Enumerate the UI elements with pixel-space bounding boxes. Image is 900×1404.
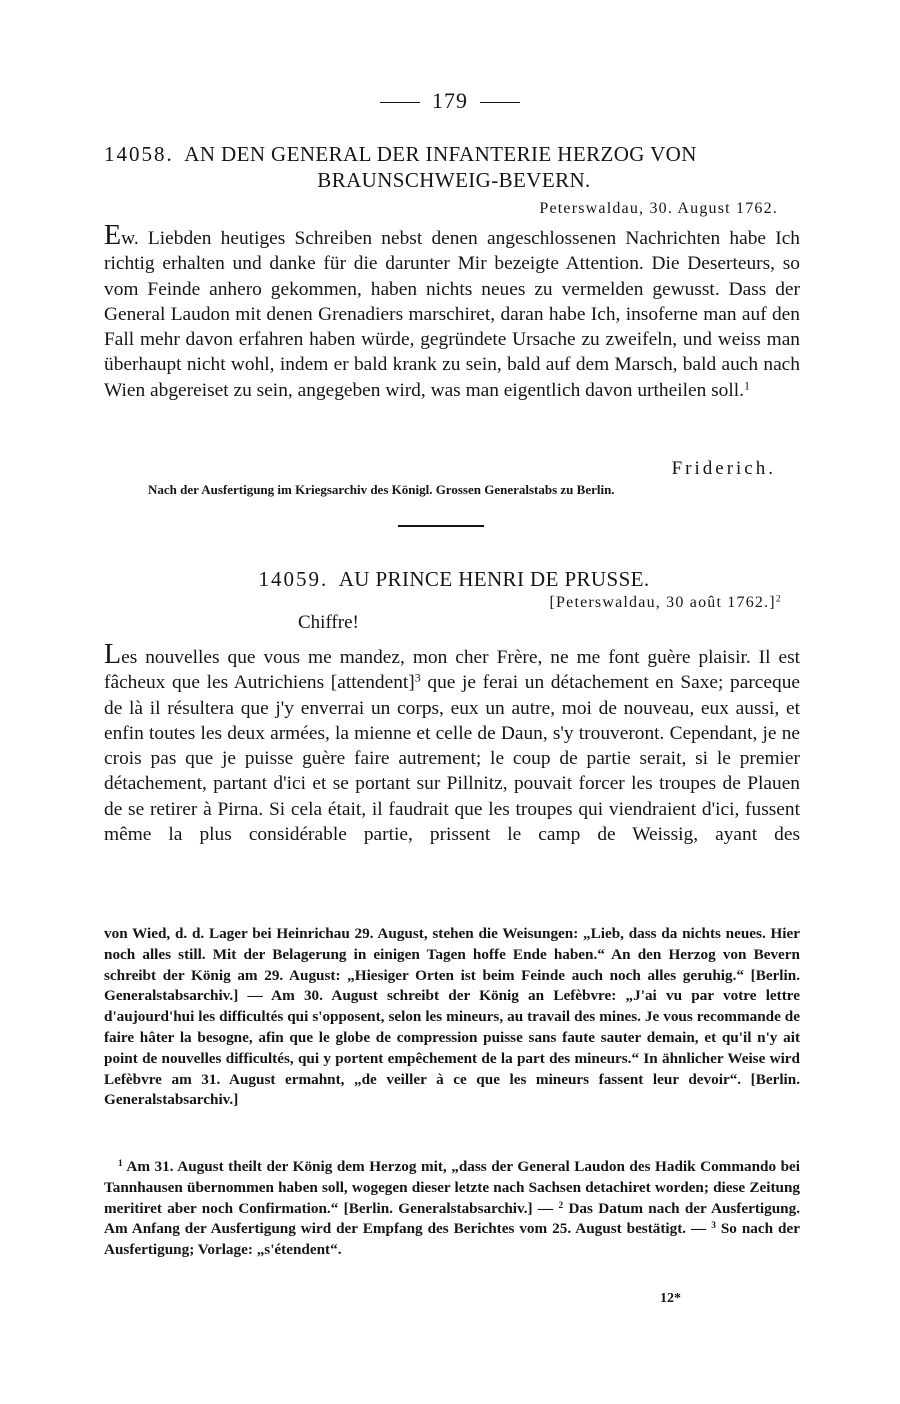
drop-cap: E — [104, 220, 122, 251]
letter-text-part-a: es nouvelles que vous me mandez, mon cher Frère, ne me font guère plaisir. Il est fâcheux que les Autrichiens [attendent] — [104, 647, 800, 694]
letter-14058-body — [104, 220, 800, 403]
page-number-dash-left — [380, 102, 420, 103]
footnote-3: So nach der Ausfertigung; Vorlage: „s'étendent“. — [104, 1220, 800, 1259]
footnotes — [104, 1157, 800, 1261]
letter-14059-heading — [104, 566, 804, 592]
letter-text: w. Liebden heutiges Schreiben nebst denen angeschlossenen Nachrichten habe Ich richtig erhalten und danke für die darunter Mir bezeigte Attention. Die Deserteurs, so vom Feinde anhero gekommen, haben nichts neues zu vermelden gewusst. Dass der General Laudon mit denen Grenadiers marschiret, daran habe Ich, insoferne man auf den Fall mehr davon erfahren haben würde, gegründete Ursache zu zweifeln, und weiss man überhaupt nicht wohl, indem er bald krank zu sein, bald auf dem Marsch, bald auch nach Wien abgereiset zu sein, angegeben wird, was man eigentlich davon urtheilen soll. — [104, 228, 800, 401]
letter-14059-place-date: [Peterswaldau, 30 août 1762.]$^2$ — [549, 593, 782, 611]
letter-number: 14059. — [258, 567, 329, 591]
cipher-note: Chiffre! — [298, 612, 359, 633]
letter-title-line2: BRAUNSCHWEIG-BEVERN. — [317, 168, 591, 192]
footnote-ref: 2 — [775, 593, 782, 605]
letter-14058-place-date: Peterswaldau, 30. August 1762. — [539, 200, 778, 217]
page-number-dash-right — [480, 102, 520, 103]
letter-text-part-b: que je ferai un détachement en Saxe; parceque de là il résultera que j'y enverrai un corps, eux un autre, moi de nouveau, eux aussi, et enfin toutes les deux armées, la mienne et celle de Daun, s'y trouveront. Cependant, je ne crois pas que je puisse guère faire autrement; le coup de partie serait, si le premier détachement, partant d'ici et se portant sur Pillnitz, pouvait forcer les troupes de Plauen de se retirer à Pirna. Si cela était, il faudrait que les troupes qui viendraient d'ici, fussent même la plus considérable partie, prissent le camp de Weissig, ayant des — [104, 672, 800, 846]
footnote-mark-3: 3 — [711, 1221, 716, 1232]
letter-number: 14058. — [104, 142, 174, 166]
letter-14058-heading — [104, 141, 804, 193]
page-number: 179 — [0, 88, 900, 114]
letter-title: AU PRINCE HENRI DE PRUSSE. — [338, 567, 650, 591]
section-divider — [398, 525, 484, 527]
footnote-1: Am 31. August theilt der König dem Herzog mit, „dass der General Laudon des Hadik Commando bei Tannhausen übernommen haben soll, wogegen dieser letzte nach Sachsen detachiret worden; diese Zeitung meritiret aber noch Confirmation.“ [Berlin. Generalstabsarchiv.] — — [104, 1158, 800, 1217]
footnote-mark-2: 2 — [558, 1200, 564, 1211]
footnote-continued: von Wied, d. d. Lager bei Heinrichau 29. August, stehen die Weisungen: „Lieb, dass da nichts neues. Hier noch alles still. Mit der Belagerung in einigen Tagen hoffe Ende haben.“ An den Herzog von Bevern schreibt der König am 29. August: „Hiesiger Orten ist beim Feinde auch noch alles geruhig.“ [Berlin. Generalstabsarchiv.] — Am 30. August schreibt der König an Lefèbvre: „J'ai vu par votre lettre d'aujourd'hui les difficultés qui s'opposent, selon les mineurs, au travail des mines. Je vous recommande de faire hâter la besogne, afin que le globe de compression puisse sans faute sauter demain, et qu'il n'y ait point de nouvelles difficultés, qui y portent empêchement de la part des mineurs.“ In ähnlicher Weise wird Lefèbvre am 31. August ermahnt, „de veiller à ce que les mineurs fassent leur devoir“. [Berlin. Generalstabsarchiv.] — [104, 925, 800, 1109]
letter-title-line1: AN DEN GENERAL DER INFANTERIE HERZOG VON — [184, 142, 697, 166]
letter-14058-source: Nach der Ausfertigung im Kriegsarchiv des Königl. Grossen Generalstabs zu Berlin. — [148, 482, 615, 497]
footnote-mark-1: 1 — [118, 1158, 123, 1169]
letter-14059-body — [104, 639, 800, 847]
footnote-ref: 1 — [743, 378, 750, 393]
drop-cap: L — [104, 639, 122, 670]
footnote-2: Das Datum nach der Ausfertigung. Am Anfang der Ausfertigung wird der Empfang des Berichtes vom 25. August bestätigt. — — [104, 1199, 800, 1238]
footnote-ref: 3 — [414, 670, 421, 685]
letter-14058-signature: Friderich. — [671, 458, 776, 479]
printer-signature-mark: 12* — [660, 1291, 681, 1306]
